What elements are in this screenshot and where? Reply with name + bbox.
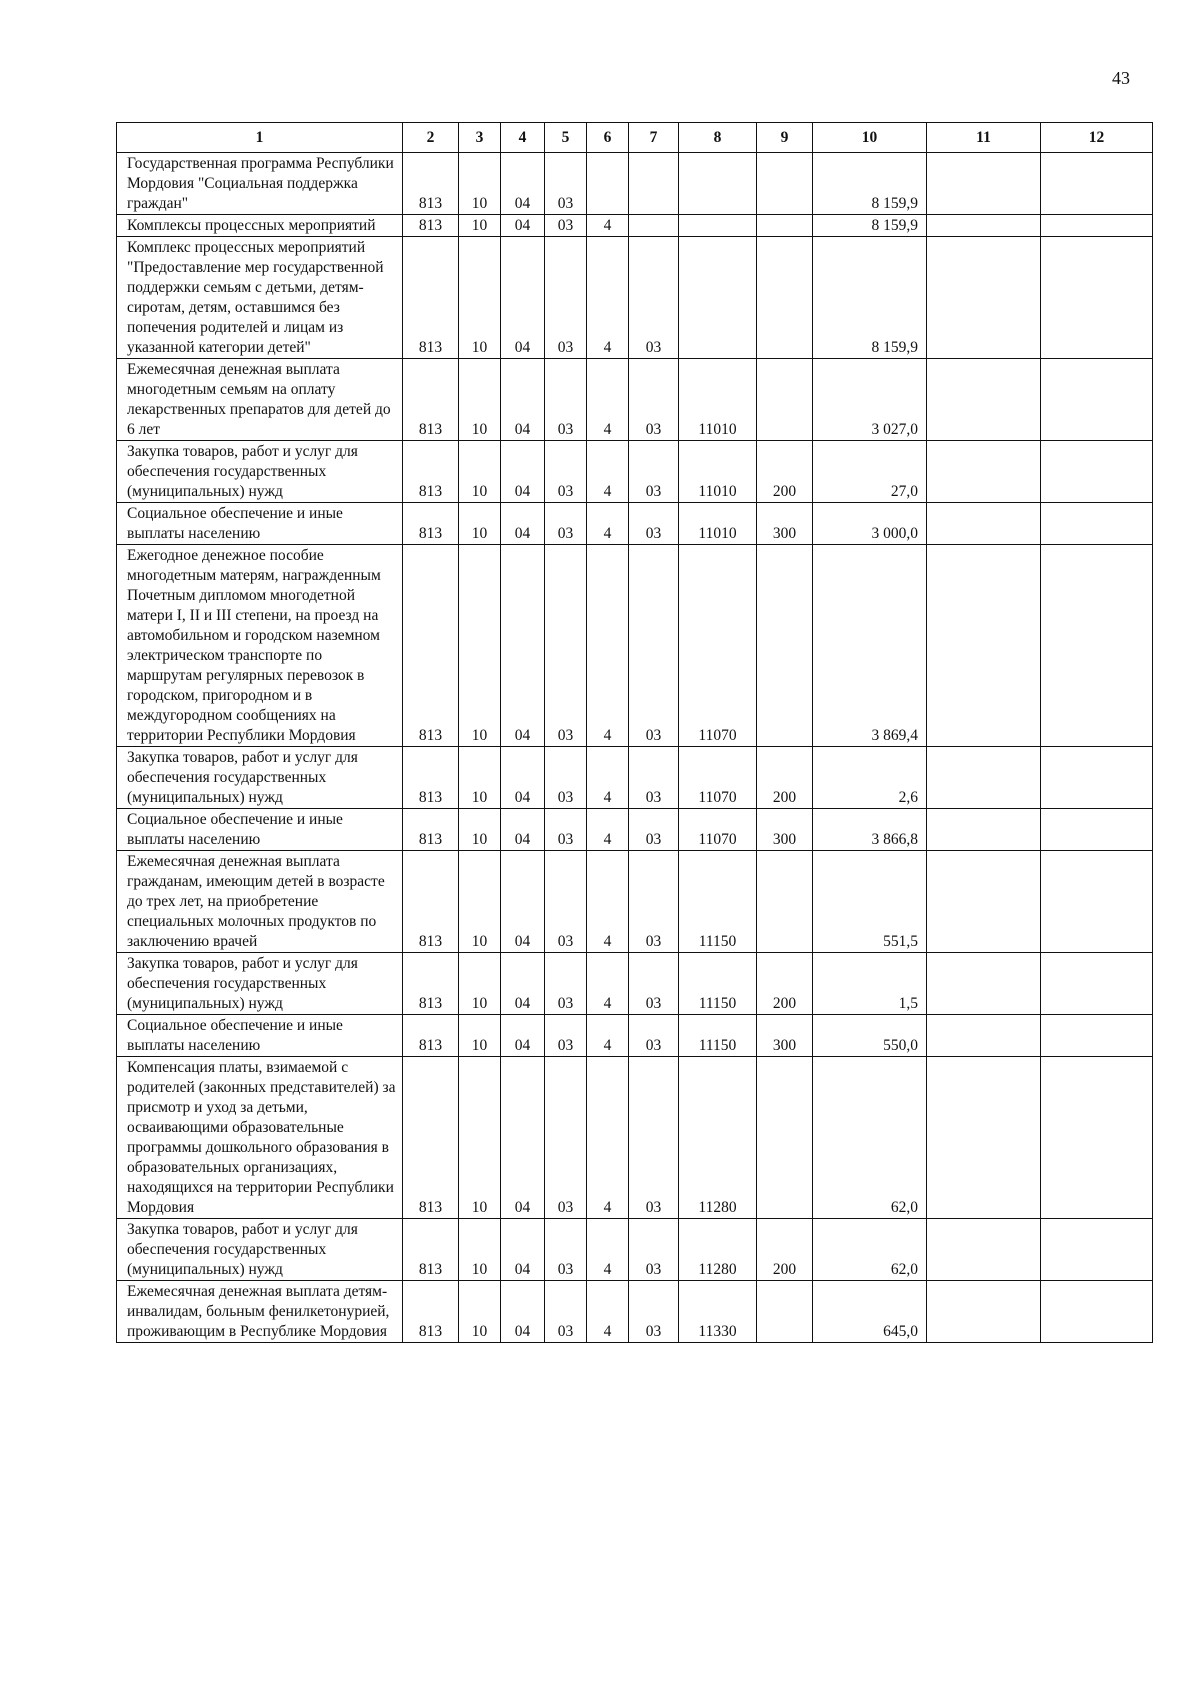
amount-cell: 3 000,0 — [813, 503, 927, 545]
code-cell: 10 — [459, 503, 501, 545]
code-cell: 813 — [403, 359, 459, 441]
code-cell: 03 — [629, 953, 679, 1015]
code-cell: 813 — [403, 1281, 459, 1343]
code-cell: 4 — [587, 851, 629, 953]
code-cell: 04 — [501, 153, 545, 215]
row-name-cell: Компенсация платы, взимаемой с родителей (законных представителей) за присмотр и уход за детьми, осваивающими образовательные программы дошкольного образования в образовательных организациях, находящихся на территории Республики Мордовия — [117, 1057, 403, 1219]
column-header: 9 — [757, 123, 813, 153]
code-cell: 813 — [403, 1057, 459, 1219]
code-cell — [757, 545, 813, 747]
code-cell: 10 — [459, 441, 501, 503]
code-cell — [629, 215, 679, 237]
code-cell: 11010 — [679, 441, 757, 503]
code-cell: 04 — [501, 1281, 545, 1343]
row-name-cell: Ежегодное денежное пособие многодетным матерям, награжденным Почетным дипломом многодетной матери I, II и III степени, на проезд на автомобильном и городском наземном электрическом транспорте по маршрутам регулярных перевозок в городском, пригородном и в междугородном сообщениях на территории Республики Мордовия — [117, 545, 403, 747]
amount-cell — [1041, 953, 1153, 1015]
code-cell: 03 — [545, 1057, 587, 1219]
amount-cell — [1041, 503, 1153, 545]
amount-cell: 550,0 — [813, 1015, 927, 1057]
code-cell: 11150 — [679, 851, 757, 953]
amount-cell — [927, 441, 1041, 503]
amount-cell — [1041, 1281, 1153, 1343]
amount-cell: 551,5 — [813, 851, 927, 953]
row-name-cell: Закупка товаров, работ и услуг для обеспечения государственных (муниципальных) нужд — [117, 953, 403, 1015]
amount-cell — [927, 809, 1041, 851]
amount-cell: 62,0 — [813, 1219, 927, 1281]
row-name-cell: Социальное обеспечение и иные выплаты населению — [117, 1015, 403, 1057]
amount-cell: 3 027,0 — [813, 359, 927, 441]
amount-cell: 27,0 — [813, 441, 927, 503]
table-row — [117, 503, 1153, 545]
code-cell: 04 — [501, 809, 545, 851]
column-header: 2 — [403, 123, 459, 153]
code-cell — [757, 237, 813, 359]
table-row — [117, 953, 1153, 1015]
code-cell: 10 — [459, 809, 501, 851]
amount-cell — [1041, 237, 1153, 359]
code-cell: 813 — [403, 1015, 459, 1057]
amount-cell — [927, 953, 1041, 1015]
code-cell: 300 — [757, 1015, 813, 1057]
code-cell: 03 — [545, 953, 587, 1015]
table-row — [117, 809, 1153, 851]
amount-cell — [927, 851, 1041, 953]
code-cell: 4 — [587, 1219, 629, 1281]
amount-cell — [927, 747, 1041, 809]
code-cell: 03 — [545, 441, 587, 503]
row-name-cell: Закупка товаров, работ и услуг для обеспечения государственных (муниципальных) нужд — [117, 1219, 403, 1281]
amount-cell — [927, 1281, 1041, 1343]
code-cell: 813 — [403, 747, 459, 809]
code-cell: 04 — [501, 503, 545, 545]
code-cell: 03 — [545, 237, 587, 359]
code-cell: 813 — [403, 215, 459, 237]
code-cell: 04 — [501, 1015, 545, 1057]
code-cell: 4 — [587, 237, 629, 359]
amount-cell — [927, 359, 1041, 441]
amount-cell: 2,6 — [813, 747, 927, 809]
code-cell: 300 — [757, 809, 813, 851]
table-row — [117, 441, 1153, 503]
table-row — [117, 851, 1153, 953]
table-header-row — [117, 123, 1153, 153]
code-cell: 200 — [757, 441, 813, 503]
amount-cell — [1041, 809, 1153, 851]
code-cell: 10 — [459, 359, 501, 441]
code-cell: 10 — [459, 1015, 501, 1057]
code-cell: 10 — [459, 237, 501, 359]
code-cell: 03 — [545, 747, 587, 809]
code-cell: 4 — [587, 1281, 629, 1343]
code-cell: 04 — [501, 953, 545, 1015]
page-number: 43 — [1112, 68, 1130, 88]
amount-cell — [1041, 441, 1153, 503]
amount-cell — [927, 1219, 1041, 1281]
code-cell: 4 — [587, 359, 629, 441]
code-cell: 10 — [459, 153, 501, 215]
table-row — [117, 1219, 1153, 1281]
code-cell: 10 — [459, 851, 501, 953]
amount-cell — [927, 1015, 1041, 1057]
amount-cell — [1041, 747, 1153, 809]
code-cell: 10 — [459, 215, 501, 237]
amount-cell: 62,0 — [813, 1057, 927, 1219]
code-cell: 03 — [545, 359, 587, 441]
code-cell: 04 — [501, 851, 545, 953]
code-cell: 11010 — [679, 359, 757, 441]
code-cell: 813 — [403, 441, 459, 503]
column-header: 7 — [629, 123, 679, 153]
code-cell: 813 — [403, 809, 459, 851]
row-name-cell: Комплексы процессных мероприятий — [117, 215, 403, 237]
code-cell: 200 — [757, 747, 813, 809]
code-cell: 4 — [587, 503, 629, 545]
table-row — [117, 545, 1153, 747]
row-name-cell: Ежемесячная денежная выплата многодетным семьям на оплату лекарственных препаратов для детей до 6 лет — [117, 359, 403, 441]
code-cell — [757, 359, 813, 441]
amount-cell: 8 159,9 — [813, 237, 927, 359]
budget-table-container — [116, 122, 1152, 1343]
code-cell: 11010 — [679, 503, 757, 545]
code-cell: 04 — [501, 441, 545, 503]
code-cell: 03 — [629, 1281, 679, 1343]
amount-cell — [927, 153, 1041, 215]
code-cell: 04 — [501, 1219, 545, 1281]
code-cell: 03 — [629, 1219, 679, 1281]
code-cell: 4 — [587, 215, 629, 237]
row-name-cell: Государственная программа Республики Мордовия "Социальная поддержка граждан" — [117, 153, 403, 215]
amount-cell — [1041, 359, 1153, 441]
code-cell — [629, 153, 679, 215]
code-cell: 10 — [459, 1057, 501, 1219]
code-cell: 04 — [501, 237, 545, 359]
code-cell: 11330 — [679, 1281, 757, 1343]
amount-cell: 3 869,4 — [813, 545, 927, 747]
table-row — [117, 1015, 1153, 1057]
table-row — [117, 359, 1153, 441]
row-name-cell: Социальное обеспечение и иные выплаты населению — [117, 809, 403, 851]
code-cell — [679, 153, 757, 215]
code-cell: 813 — [403, 153, 459, 215]
code-cell: 11070 — [679, 747, 757, 809]
code-cell — [679, 215, 757, 237]
code-cell: 03 — [629, 747, 679, 809]
code-cell: 300 — [757, 503, 813, 545]
code-cell: 813 — [403, 851, 459, 953]
code-cell: 4 — [587, 1057, 629, 1219]
code-cell: 200 — [757, 953, 813, 1015]
code-cell: 4 — [587, 545, 629, 747]
code-cell: 11150 — [679, 1015, 757, 1057]
column-header: 11 — [927, 123, 1041, 153]
code-cell — [679, 237, 757, 359]
table-row — [117, 1057, 1153, 1219]
code-cell: 10 — [459, 953, 501, 1015]
amount-cell — [1041, 545, 1153, 747]
code-cell — [587, 153, 629, 215]
code-cell: 11280 — [679, 1219, 757, 1281]
code-cell: 04 — [501, 747, 545, 809]
amount-cell — [1041, 153, 1153, 215]
code-cell: 10 — [459, 1281, 501, 1343]
amount-cell — [1041, 215, 1153, 237]
code-cell: 04 — [501, 545, 545, 747]
code-cell: 10 — [459, 545, 501, 747]
code-cell: 03 — [545, 809, 587, 851]
code-cell: 10 — [459, 747, 501, 809]
table-row — [117, 747, 1153, 809]
code-cell: 03 — [629, 237, 679, 359]
code-cell: 03 — [629, 545, 679, 747]
row-name-cell: Ежемесячная денежная выплата гражданам, имеющим детей в возрасте до трех лет, на приобретение специальных молочных продуктов по заключению врачей — [117, 851, 403, 953]
code-cell: 11070 — [679, 809, 757, 851]
code-cell — [757, 1057, 813, 1219]
row-name-cell: Закупка товаров, работ и услуг для обеспечения государственных (муниципальных) нужд — [117, 441, 403, 503]
code-cell: 03 — [629, 851, 679, 953]
code-cell: 4 — [587, 809, 629, 851]
amount-cell — [1041, 851, 1153, 953]
amount-cell — [927, 1057, 1041, 1219]
code-cell: 03 — [629, 1015, 679, 1057]
amount-cell: 645,0 — [813, 1281, 927, 1343]
column-header: 4 — [501, 123, 545, 153]
amount-cell — [927, 215, 1041, 237]
column-header: 1 — [117, 123, 403, 153]
row-name-cell: Ежемесячная денежная выплата детям-инвалидам, больным фенилкетонурией, проживающим в Республике Мордовия — [117, 1281, 403, 1343]
column-header: 10 — [813, 123, 927, 153]
row-name-cell: Комплекс процессных мероприятий "Предоставление мер государственной поддержки семьям с детьми, детям-сиротам, детям, оставшимся без попечения родителей и лицам из указанной категории детей" — [117, 237, 403, 359]
code-cell: 813 — [403, 503, 459, 545]
code-cell: 03 — [545, 503, 587, 545]
amount-cell — [927, 237, 1041, 359]
code-cell: 03 — [545, 545, 587, 747]
code-cell: 4 — [587, 441, 629, 503]
amount-cell: 1,5 — [813, 953, 927, 1015]
code-cell — [757, 1281, 813, 1343]
amount-cell — [1041, 1015, 1153, 1057]
code-cell: 4 — [587, 747, 629, 809]
code-cell: 4 — [587, 953, 629, 1015]
code-cell: 03 — [545, 1015, 587, 1057]
code-cell: 813 — [403, 1219, 459, 1281]
code-cell: 04 — [501, 1057, 545, 1219]
code-cell: 03 — [629, 359, 679, 441]
code-cell: 813 — [403, 237, 459, 359]
table-row — [117, 1281, 1153, 1343]
budget-table — [116, 122, 1153, 1343]
code-cell — [757, 153, 813, 215]
code-cell — [757, 851, 813, 953]
code-cell: 11070 — [679, 545, 757, 747]
amount-cell: 3 866,8 — [813, 809, 927, 851]
code-cell: 813 — [403, 953, 459, 1015]
code-cell: 03 — [545, 215, 587, 237]
column-header: 12 — [1041, 123, 1153, 153]
table-row — [117, 153, 1153, 215]
code-cell: 10 — [459, 1219, 501, 1281]
code-cell: 200 — [757, 1219, 813, 1281]
code-cell: 03 — [629, 809, 679, 851]
code-cell: 4 — [587, 1015, 629, 1057]
row-name-cell: Закупка товаров, работ и услуг для обеспечения государственных (муниципальных) нужд — [117, 747, 403, 809]
code-cell: 04 — [501, 359, 545, 441]
code-cell: 11150 — [679, 953, 757, 1015]
code-cell: 813 — [403, 545, 459, 747]
amount-cell: 8 159,9 — [813, 215, 927, 237]
table-row — [117, 237, 1153, 359]
code-cell: 03 — [629, 1057, 679, 1219]
column-header: 6 — [587, 123, 629, 153]
code-cell: 04 — [501, 215, 545, 237]
code-cell: 03 — [629, 441, 679, 503]
code-cell: 03 — [545, 1219, 587, 1281]
amount-cell — [927, 503, 1041, 545]
column-header: 5 — [545, 123, 587, 153]
amount-cell — [1041, 1219, 1153, 1281]
code-cell — [757, 215, 813, 237]
column-header: 3 — [459, 123, 501, 153]
amount-cell — [927, 545, 1041, 747]
amount-cell: 8 159,9 — [813, 153, 927, 215]
table-body — [117, 153, 1153, 1343]
code-cell: 03 — [545, 851, 587, 953]
amount-cell — [1041, 1057, 1153, 1219]
code-cell: 03 — [545, 1281, 587, 1343]
code-cell: 11280 — [679, 1057, 757, 1219]
code-cell: 03 — [629, 503, 679, 545]
row-name-cell: Социальное обеспечение и иные выплаты населению — [117, 503, 403, 545]
code-cell: 03 — [545, 153, 587, 215]
column-header: 8 — [679, 123, 757, 153]
table-row — [117, 215, 1153, 237]
